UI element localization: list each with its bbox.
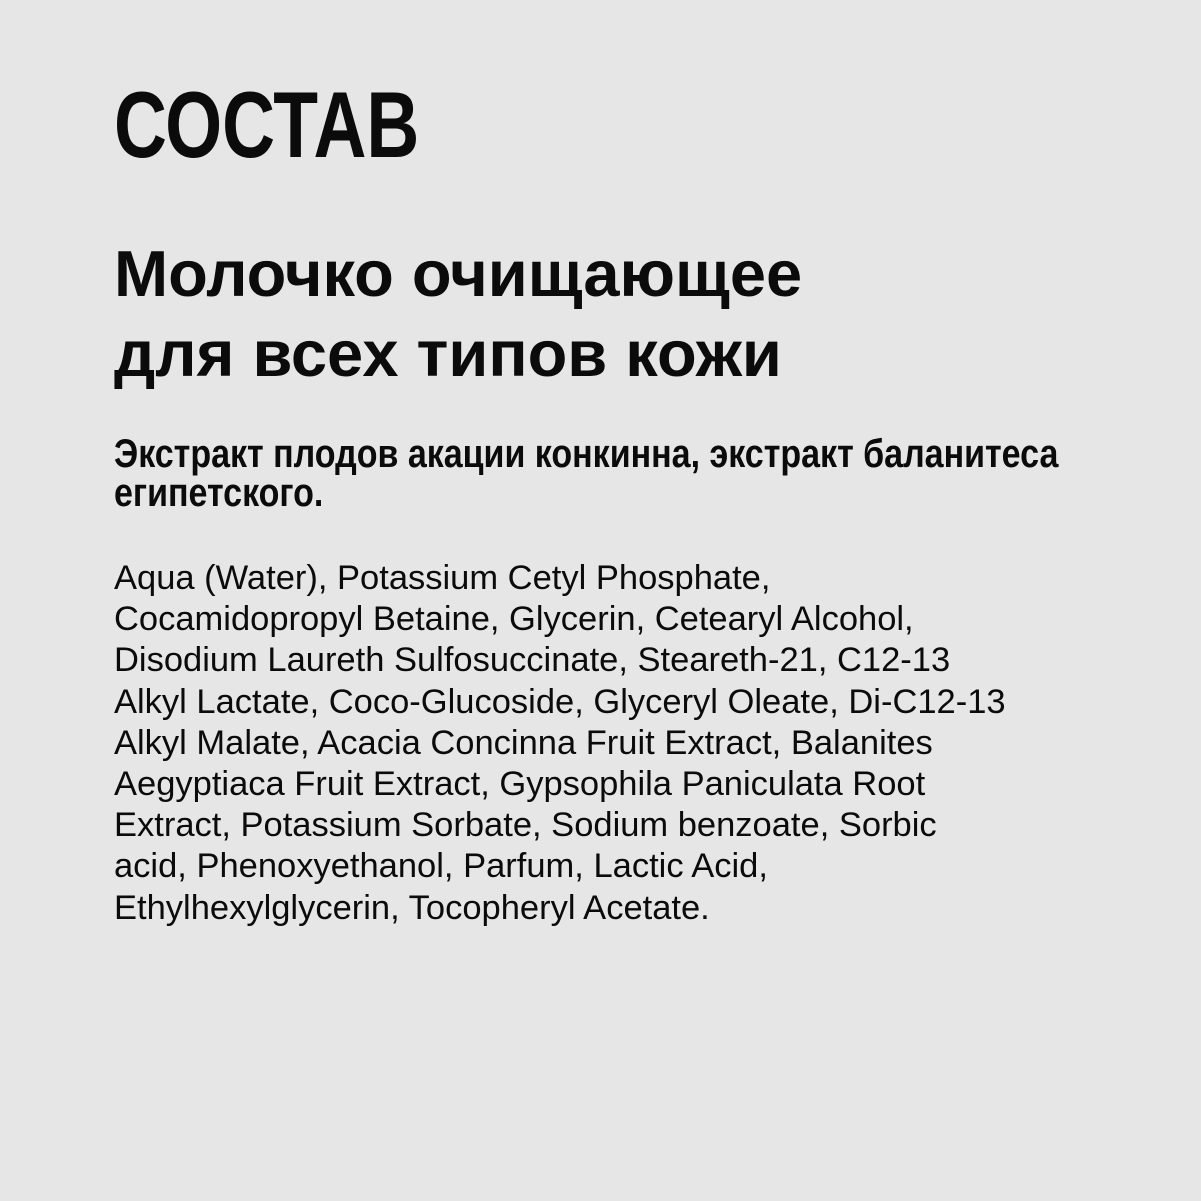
section-title: СОСТАВ xyxy=(114,72,420,177)
product-name: Молочко очищающее для всех типов кожи xyxy=(114,237,803,390)
inci-ingredients-list: Aqua (Water), Potassium Cetyl Phosphate, Cocamidopropyl Betaine, Glycerin, Cetearyl Alcohol, Disodium Laureth Sulfosuccinate, Steareth-21, C12-13 Alkyl Lactate, Coco-Glucoside, Glyceryl Oleate, Di-C12-13 Alkyl Malate, Acacia Concinna Fruit Extract, Balanites Aegyptiaca Fruit Extract, Gypsophila Paniculata Root Extract, Potassium Sorbate, Sodium benzoate, Sorbic acid, Phenoxyethanol, Parfum, Lactic Acid, Ethylhexylglycerin, Tocopheryl Acetate. xyxy=(114,559,1006,927)
active-ingredients-text: Экстракт плодов акации конкинна, экстракт баланитеса египетского. xyxy=(114,432,1059,515)
